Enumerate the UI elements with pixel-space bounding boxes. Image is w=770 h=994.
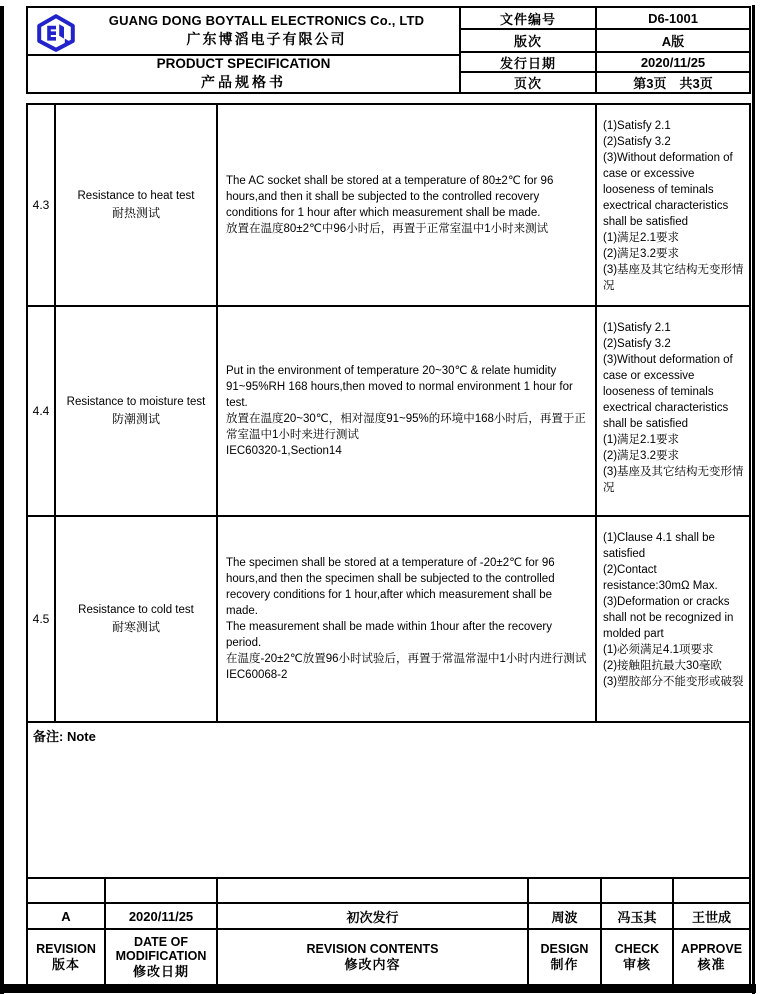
test-standard: IEC60320-1,Section14	[226, 445, 342, 457]
test-name-cell	[56, 517, 218, 721]
doc-version-label: 版次	[461, 30, 597, 51]
approve-header-en: APPROVE	[680, 942, 743, 956]
design-header-en: DESIGN	[540, 942, 589, 956]
page-border-right	[752, 5, 755, 994]
spec-table	[26, 103, 751, 723]
approve-header	[674, 930, 749, 984]
company-logo-icon	[36, 13, 76, 58]
revision-empty-row	[28, 879, 749, 904]
test-description-cn: 放置在温度80±2℃中96小时后，再置于正常室温中1小时来测试	[226, 223, 549, 235]
revision-header-cn: 版本	[51, 957, 80, 972]
requirement-line: (1)必须满足4.1项要求	[603, 644, 714, 656]
requirement-line: (3)Without deformation of case or excessive looseness of teminals exectrical characteristics shall be satisfied	[603, 152, 733, 228]
test-standard: IEC60068-2	[226, 669, 288, 681]
checker-name: 冯玉其	[602, 904, 674, 928]
empty-cell	[602, 879, 674, 902]
header-left-block	[28, 8, 461, 92]
empty-cell	[529, 879, 602, 902]
doc-info-table	[461, 8, 749, 92]
test-description-en2: The measurement shall be made within 1hour after the recovery period.	[226, 621, 552, 649]
spec-row-4-5	[28, 517, 749, 721]
test-name-cn: 防潮测试	[111, 411, 160, 426]
requirement-line: (2)满足3.2要求	[603, 248, 680, 260]
test-description-cell	[218, 105, 597, 305]
test-description-cn: 放置在温度20~30℃，相对湿度91~95%的环境中168小时后，再置于正常室温中1小时来进行测试	[226, 413, 586, 441]
requirement-line: (1)Satisfy 2.1	[603, 120, 671, 132]
test-name-cn: 耐寒测试	[111, 619, 160, 634]
page-border-left	[0, 6, 4, 994]
note-box	[26, 721, 751, 879]
test-name-en: Resistance to cold test	[78, 603, 194, 616]
requirements-cell	[597, 105, 749, 305]
requirement-line: (1)满足2.1要求	[603, 434, 680, 446]
revision-contents: 初次发行	[218, 904, 529, 928]
test-description-cn: 在温度-20±2℃放置96小时试验后，再置于常温常湿中1小时内进行测试	[226, 653, 587, 665]
date-header-en: DATE OF MODIFICATION	[115, 935, 207, 963]
issue-date-value: 2020/11/25	[640, 54, 706, 70]
requirement-line: (3)塑胶部分不能变形或破裂	[603, 676, 744, 688]
company-name-en: GUANG DONG BOYTALL ELECTRONICS Co., LTD	[108, 13, 425, 28]
requirement-line: (3)Without deformation of case or excessive looseness of teminals exectrical characteristics shall be satisfied	[603, 354, 733, 430]
contents-header-en: REVISION CONTENTS	[306, 942, 439, 956]
company-cell	[28, 8, 459, 56]
product-spec-title-cell	[28, 56, 459, 92]
revision-entry-row	[28, 904, 749, 930]
date-header	[106, 930, 218, 984]
test-name-cn: 耐热测试	[111, 205, 160, 220]
page-number-value: 第3页 共3页	[633, 76, 713, 91]
test-description-en: The AC socket shall be stored at a temperature of 80±2℃ for 96 hours,and then it shall be subjected to the controlled recovery conditions for 1 hour after which measurement shall be made.	[226, 175, 554, 219]
approver-name: 王世成	[691, 909, 731, 925]
check-header-cn: 审核	[622, 957, 651, 972]
issue-date-row	[461, 53, 749, 73]
empty-cell	[106, 879, 218, 902]
requirements-cell	[597, 307, 749, 515]
test-name-cell	[56, 105, 218, 305]
date-header-cn: 修改日期	[132, 964, 189, 979]
requirement-line: (2)Contact resistance:30mΩ Max.	[603, 564, 718, 592]
revision-header	[28, 930, 106, 984]
page-number-label: 页次	[461, 73, 597, 92]
requirement-line: (2)满足3.2要求	[603, 450, 680, 462]
empty-cell	[674, 879, 749, 902]
contents-header	[218, 930, 529, 984]
check-header-en: CHECK	[614, 942, 660, 956]
empty-cell	[218, 879, 529, 902]
modification-date: 2020/11/25	[106, 904, 218, 928]
item-number: 4.3	[28, 105, 56, 305]
requirement-line: (2)Satisfy 3.2	[603, 338, 671, 350]
approve-header-cn: 核准	[697, 957, 726, 972]
page-number-row	[461, 73, 749, 92]
test-name-en: Resistance to moisture test	[66, 395, 206, 408]
revision-header-en: REVISION	[36, 942, 96, 956]
check-header	[602, 930, 674, 984]
doc-version-value: A版	[661, 34, 685, 50]
doc-number-row	[461, 8, 749, 30]
spec-row-4-3	[28, 105, 749, 307]
requirement-line: (1)满足2.1要求	[603, 232, 680, 244]
revision-table	[26, 877, 751, 986]
revision-header-row	[28, 930, 749, 984]
revision-value: A	[28, 904, 106, 928]
requirement-line: (2)Satisfy 3.2	[603, 136, 671, 148]
requirement-line: (1)Clause 4.1 shall be satisfied	[603, 532, 715, 560]
document-header	[26, 6, 751, 94]
test-name-en: Resistance to heat test	[77, 189, 195, 202]
company-name-cn: 广东博滔电子有限公司	[186, 31, 347, 47]
note-label: 备注: Note	[33, 729, 96, 744]
design-header	[529, 930, 602, 984]
requirement-line: (3)Deformation or cracks shall not be recognized in molded part	[603, 596, 734, 640]
requirement-line: (3)基座及其它结构无变形情况	[603, 264, 744, 292]
requirements-cell	[597, 517, 749, 721]
requirement-line: (3)基座及其它结构无变形情况	[603, 466, 744, 494]
issue-date-label: 发行日期	[461, 53, 597, 71]
doc-number-label: 文件编号	[461, 8, 597, 28]
design-header-cn: 制作	[550, 957, 579, 972]
test-name-cell	[56, 307, 218, 515]
test-description-cell	[218, 307, 597, 515]
item-number: 4.5	[28, 517, 56, 721]
doc-number-value: D6-1001	[648, 10, 698, 26]
product-spec-title-en: PRODUCT SPECIFICATION	[156, 56, 331, 71]
test-description-en: Put in the environment of temperature 20~30℃ & relate humidity 91~95%RH 168 hours,then moved to normal environment 1 hour for test.	[226, 365, 573, 409]
empty-cell	[28, 879, 106, 902]
doc-version-row	[461, 30, 749, 53]
contents-header-cn: 修改内容	[344, 957, 401, 972]
requirement-line: (2)接触阻抗最大30毫欧	[603, 660, 722, 672]
designer-name: 周波	[529, 904, 602, 928]
test-description-en: The specimen shall be stored at a temperature of -20±2℃ for 96 hours,and then the specimen shall be subjected to the controlled recovery conditions for 1 hour,after which measurement shall be made.	[226, 557, 555, 617]
test-description-cell	[218, 517, 597, 721]
product-spec-title-cn: 产品规格书	[201, 74, 286, 90]
spec-row-4-4	[28, 307, 749, 517]
item-number: 4.4	[28, 307, 56, 515]
requirement-line: (1)Satisfy 2.1	[603, 322, 671, 334]
